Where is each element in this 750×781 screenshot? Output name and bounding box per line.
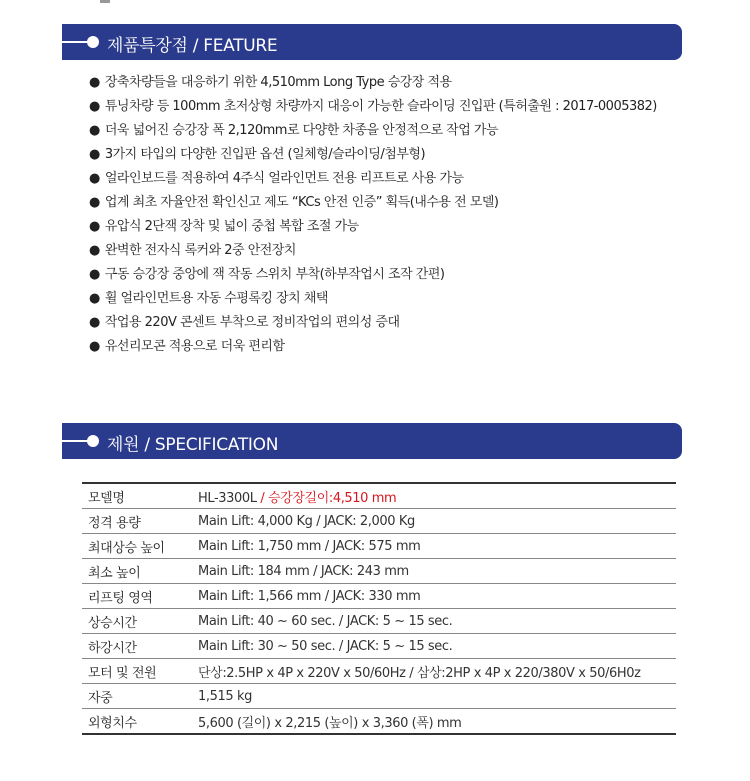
spec-label: 자중 [82,684,192,709]
feature-item [89,335,657,359]
spec-value [192,483,676,509]
table-row [82,534,676,559]
bullet-icon: ● [89,243,100,258]
feature-text: 3가지 타입의 다양한 진입판 옵션 (일체형/슬라이딩/첨부형) [104,147,426,162]
feature-text: 작업용 220V 콘센트 부착으로 정비작업의 편의성 증대 [104,315,400,330]
bullet-icon: ● [89,195,100,210]
model-name: HL-3300L [198,490,257,506]
header-dot-icon [87,36,99,48]
feature-section-title: 제품특장점 / FEATURE [107,36,278,56]
bullet-icon: ● [89,99,100,114]
feature-text: 장축차량들을 대응하기 위한 4,510mm Long Type 승강장 적용 [104,75,452,90]
header-line-decoration [62,41,90,43]
spec-value: Main Lift: 1,750 mm / JACK: 575 mm [192,534,676,559]
spec-label: 하강시간 [82,634,192,659]
top-divider-stub [100,0,110,3]
spec-section-title: 제원 / SPECIFICATION [107,435,279,455]
spec-value: Main Lift: 30 ~ 50 sec. / JACK: 5 ~ 15 sec. [192,634,676,659]
header-line-decoration [62,440,90,442]
bullet-icon: ● [89,339,100,354]
feature-item [89,71,657,95]
spec-label: 외형치수 [88,715,137,731]
spec-value: Main Lift: 4,000 Kg / JACK: 2,000 Kg [192,509,676,534]
spec-value: Main Lift: 184 mm / JACK: 243 mm [192,559,676,584]
table-row [82,483,676,509]
feature-text: 휠 얼라인먼트용 자동 수평록킹 장치 채택 [104,291,328,306]
bullet-icon: ● [89,75,100,90]
feature-text: 더욱 넓어진 승강장 폭 2,120mm로 다양한 차종을 안정적으로 작업 가능 [104,123,499,138]
feature-text: 완벽한 전자식 록커와 2중 안전장치 [104,243,296,258]
spec-label: 모델명 [82,483,192,509]
bullet-icon: ● [89,171,100,186]
spec-value: 1,515 kg [192,684,676,709]
feature-section-header [62,24,682,60]
feature-text: 유압식 2단잭 장착 및 넓이 중첩 복합 조절 가능 [104,219,359,234]
table-row [82,709,676,735]
feature-list [89,71,657,359]
bullet-icon: ● [89,291,100,306]
feature-item [89,239,657,263]
spec-label: 상승시간 [82,609,192,634]
table-row [82,559,676,584]
spec-label: 모터 및 전원 [82,659,192,684]
table-row [82,509,676,534]
feature-item [89,191,657,215]
feature-item [89,119,657,143]
platform-length-highlight: 승강장길이:4,510 mm [268,490,397,506]
spec-label: 최대상승 높이 [82,534,192,559]
spec-label: 최소 높이 [82,559,192,584]
bullet-icon: ● [89,315,100,330]
feature-text: 유선리모콘 적용으로 더욱 편리함 [104,339,285,354]
spec-value: 단상:2.5HP x 4P x 220V x 50/60Hz / 삼상:2HP x 4P x 220/380V x 50/6H0z [192,659,676,684]
feature-text: 구동 승강장 중앙에 잭 작동 스위치 부착(하부작업시 조작 간편) [104,267,445,282]
feature-item [89,287,657,311]
spec-label: 정격 용량 [82,509,192,534]
feature-item [89,263,657,287]
feature-item [89,143,657,167]
table-row [82,659,676,684]
bullet-icon: ● [89,123,100,138]
feature-text: 업계 최초 자율안전 확인신고 제도 “KCs 안전 인증” 획득(내수용 전 모델) [104,195,499,210]
bullet-icon: ● [89,147,100,162]
feature-item [89,215,657,239]
feature-text: 튜닝차량 등 100mm 초저상형 차량까지 대응이 가능한 슬라이딩 진입판 (특허출원 : 2017-0005382) [104,99,657,114]
bullet-icon: ● [89,267,100,282]
spec-label: 리프팅 영역 [82,584,192,609]
feature-text: 얼라인보드를 적용하여 4주식 얼라인먼트 전용 리프트로 사용 가능 [104,171,464,186]
table-row [82,584,676,609]
spec-value: Main Lift: 1,566 mm / JACK: 330 mm [192,584,676,609]
feature-item [89,95,657,119]
table-row [82,684,676,709]
table-row [82,634,676,659]
bullet-icon: ● [89,219,100,234]
spec-table [82,482,676,735]
spec-value: Main Lift: 40 ~ 60 sec. / JACK: 5 ~ 15 sec. [192,609,676,634]
spec-value: 5,600 (길이) x 2,215 (높이) x 3,360 (폭) mm [198,715,462,731]
header-dot-icon [87,435,99,447]
table-row [82,609,676,634]
spec-section-header [62,423,682,459]
feature-item [89,311,657,335]
feature-item [89,167,657,191]
model-separator: / [256,490,269,506]
